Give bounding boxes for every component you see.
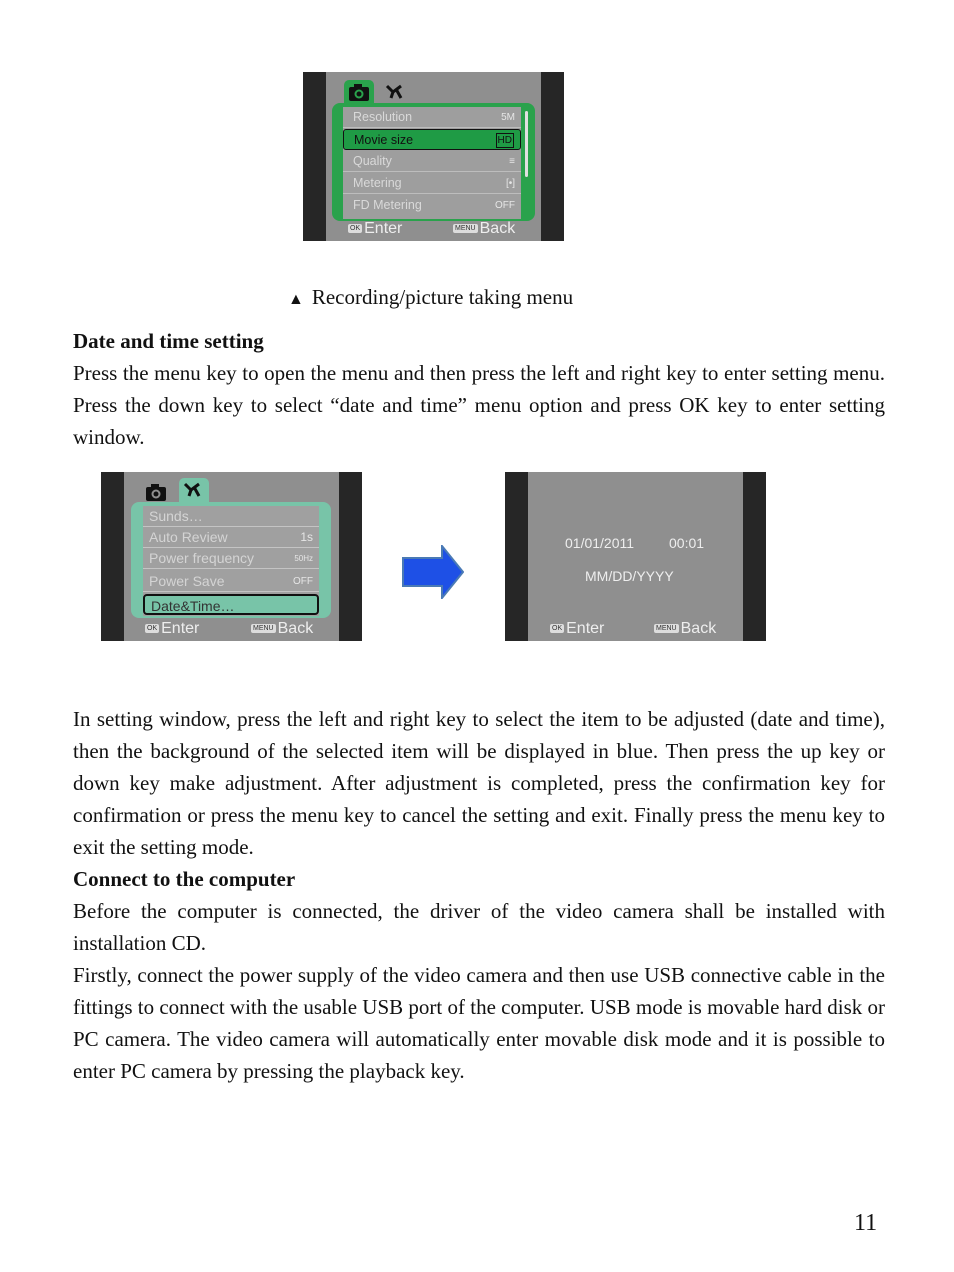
screen-left-bezel [303, 72, 326, 241]
section-heading-date-time: Date and time setting [73, 329, 264, 353]
metering-icon: [•] [505, 178, 515, 189]
frequency-icon: 50Hz [294, 554, 313, 563]
enter-hint [145, 620, 199, 638]
menu-item-label: Resolution [353, 110, 413, 124]
menu-item-resolution[interactable] [343, 107, 521, 128]
paragraph-usb: Firstly, connect the power supply of the video camera and then use USB connective cable in the fittings to connect with the usable USB port of the computer. USB mode is movable hard disk or PC camera. The video camera will automatically enter movable disk mode and it is possible to enter PC camera by pressing the playback key. [73, 963, 885, 1083]
menu-item-label: Quality [353, 154, 392, 168]
recording-menu-screenshot [303, 72, 564, 241]
menu-item-label: Auto Review [149, 529, 228, 545]
page-number: 11 [854, 1210, 878, 1236]
ok-badge: OK [552, 625, 563, 633]
section-heading-connect: Connect to the computer [73, 867, 296, 891]
menu-item-label: Power Save [149, 573, 225, 589]
hd-icon: HD [497, 135, 512, 146]
menu-badge: MENU [656, 625, 677, 633]
menu-item-power-frequency[interactable] [143, 548, 319, 569]
camera-icon [344, 80, 374, 104]
triangle-up-icon: ▲ [288, 291, 304, 308]
off-icon: OFF [293, 576, 313, 587]
screen-left-bezel [101, 472, 124, 641]
settings-tab [179, 478, 209, 502]
menu-item-fd-metering[interactable] [343, 195, 521, 216]
menu-item-power-save[interactable] [143, 571, 319, 592]
ok-badge: OK [147, 625, 158, 633]
quality-icon: ≡ [509, 156, 515, 167]
settings-tab [381, 80, 411, 104]
camera-tab [141, 480, 171, 504]
menu-item-metering[interactable] [343, 173, 521, 194]
wrench-icon [381, 80, 411, 104]
paragraph-adjustment: In setting window, press the left and right key to select the item to be adjusted (date and time), then the background of the selected item will be displayed in blue. Then press the up key or down key make adjustment. After adjustment is completed, press the confirmation key for confirmation or press the menu key to cancel the setting and exit. Finally press the menu key to exit the setting mode. [73, 707, 885, 859]
menu-item-label: FD Metering [353, 198, 422, 212]
back-label: Back [277, 620, 314, 637]
menu-badge: MENU [455, 225, 476, 233]
date-time-screenshot [505, 472, 766, 641]
menu-item-label: Date&Time… [151, 598, 235, 614]
back-label: Back [680, 620, 717, 637]
menu-badge: MENU [253, 625, 274, 633]
screen-right-bezel [743, 472, 766, 641]
menu-panel [131, 502, 331, 618]
menu-item-label: Power frequency [149, 550, 255, 566]
screen-right-bezel [541, 72, 564, 241]
menu-item-label: Metering [353, 176, 402, 190]
screen-left-bezel [505, 472, 528, 641]
paragraph-driver: Before the computer is connected, the driver of the video camera shall be installed with installation CD. [73, 899, 885, 955]
enter-label: Enter [566, 620, 605, 637]
wrench-icon [179, 478, 209, 502]
menu-item-label: Sunds… [149, 508, 203, 524]
back-hint [251, 620, 313, 638]
menu-item-movie-size[interactable] [343, 129, 521, 150]
paragraph-date-time: Press the menu key to open the menu and then press the left and right key to enter setting menu. Press the down key to select “date and time” menu option and press OK key to enter setting window. [73, 361, 885, 449]
screen-right-bezel [339, 472, 362, 641]
date-format[interactable]: MM/DD/YYYY [585, 568, 674, 584]
enter-label: Enter [161, 620, 200, 637]
menu-item-label: Movie size [354, 133, 414, 147]
settings-menu-screenshot [101, 472, 362, 641]
auto-review-value: 1s [300, 530, 313, 544]
back-hint [654, 620, 716, 638]
menu-list [343, 107, 521, 219]
back-hint [453, 220, 515, 238]
right-arrow-icon [402, 545, 464, 599]
menu-item-quality[interactable] [343, 151, 521, 172]
enter-hint [550, 620, 604, 638]
back-label: Back [479, 220, 516, 237]
camera-icon [141, 480, 171, 504]
resolution-5m-icon: 5M [501, 112, 515, 123]
caption-text: Recording/picture taking menu [311, 285, 574, 309]
figure-caption [288, 285, 573, 310]
menu-list [143, 506, 319, 616]
menu-item-sounds[interactable] [143, 506, 319, 527]
menu-item-date-time[interactable] [143, 594, 319, 615]
menu-item-auto-review[interactable] [143, 527, 319, 548]
scrollbar[interactable] [525, 111, 528, 177]
ok-badge: OK [350, 225, 361, 233]
menu-panel [332, 103, 535, 221]
time-value[interactable]: 00:01 [669, 535, 705, 551]
date-value[interactable]: 01/01/2011 [565, 535, 635, 551]
enter-label: Enter [364, 220, 403, 237]
off-icon: OFF [495, 200, 515, 211]
camera-tab [344, 80, 374, 104]
enter-hint [348, 220, 402, 238]
